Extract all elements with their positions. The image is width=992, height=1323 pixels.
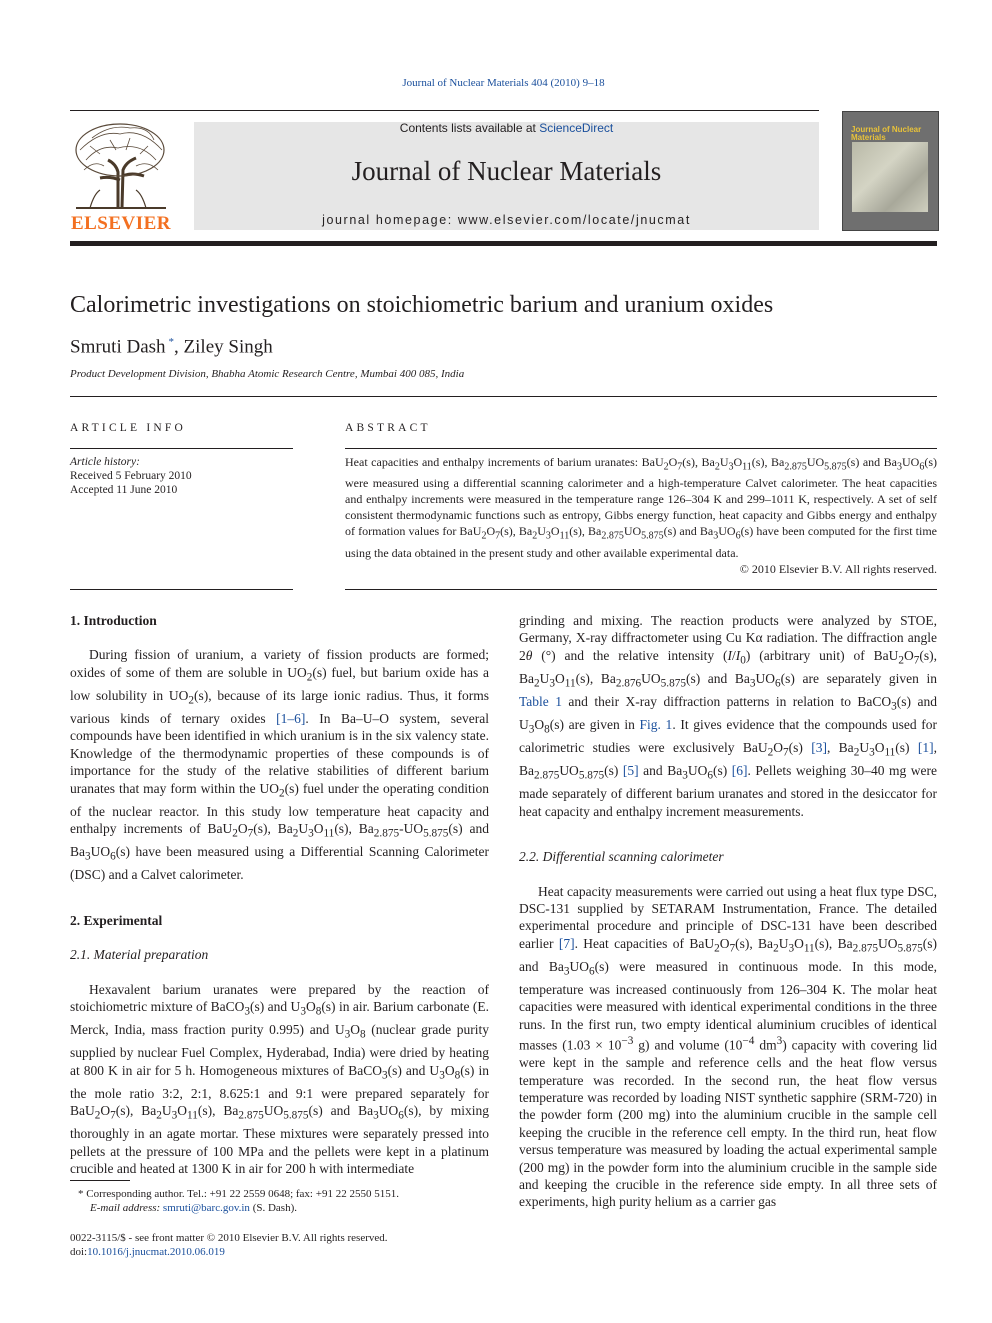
abstract-bottom-rule <box>345 589 937 590</box>
paragraph: Heat capacity measurements were carried out using a heat flux type DSC, DSC-131 supplied by SETARAM Instrumentation, France. The detailed experimental procedure and principle of DSC-131 have been described earlier [7]. Heat capacities of $BaU_2O_7(s)$, $Ba_2U_3O_{11}(s)$, $Ba_{2.875}UO_{5.875}(s)$ and $Ba_3UO_6(s)$ were measured in continuous mode. In this mode, temperature was increased continuously from 126–304 K. The molar heat capacities were measured with identical experimental conditions in the three runs. In the first run, two empty identical aluminium crucibles of identical masses ($1.03 \times 10^{-3}$ g) and volume ($10^{-4}$ $dm^3$) capacity with covering lid were kept in the sample and reference cells and the heat flow versus temperature was recorded. In the second run, the heat flow versus temperature was recorded by loading NIST synthetic sapphire (SRM-720) in the powder form (200 mg) into the aluminium crucible in the sample cell keeping the crucible in the reference cell empty. In the third run, heat flow versus temperature was measured by loading the actual experimental sample (200 mg) in the powder form into the aluminium crucible in the sample side and keeping the crucible in the reference side empty. In all three sets of experiments, high purity helium as a carrier gas <box>519 883 938 1210</box>
accepted-date: Accepted 11 June 2010 <box>70 484 178 496</box>
body-left-column <box>70 612 489 1177</box>
section-heading: 2. Experimental <box>70 912 163 928</box>
section-heading: 1. Introduction <box>70 613 157 628</box>
doi-link[interactable]: 10.1016/j.jnucmat.2010.06.019 <box>87 1246 225 1258</box>
subsection-heading: 2.2. Differential scanning calorimeter <box>519 849 724 865</box>
abstract-heading: ABSTRACT <box>345 422 431 434</box>
cover-title: Journal of Nuclear Materials <box>851 125 922 142</box>
abstract-body: Heat capacities and enthalpy increments of barium uranates: $BaU_2O_7(s)$, $Ba_2U_3O_{11}(s)$, $Ba_{2.875}UO_{5.875}(s)$ and $Ba_3UO_6(s)$ were measured using a differential scanning calorimeter and a high-temperature Calvet calorimeter. The heat capacities and enthalpy increments were measured in the temperature range 126–304 K and 299–1011 K, respectively. A set of self consistent thermodynamic functions such as entropy, Gibbs energy function, heat capacity and Gibbs energy and enthalpy of formation values for $BaU_2O_7(s)$, $Ba_2U_3O_{11}(s)$, $Ba_{2.875}UO_{5.875}(s)$ and $Ba_3UO_6(s)$ have been computed for the first time using the data obtained in the present study and other available experimental data. © 2010 Elsevier B.V. All rights reserved. <box>345 455 938 576</box>
body-right-column <box>519 612 937 1211</box>
author-name: Ziley Singh <box>183 336 273 358</box>
received-date: Received 5 February 2010 <box>70 470 192 482</box>
info-rule <box>70 448 293 449</box>
header-thick-rule <box>70 241 937 246</box>
abstract-copyright: © 2010 Elsevier B.V. All rights reserved. <box>739 561 937 576</box>
author-separator: , <box>174 336 184 358</box>
article-title: Calorimetric investigations on stoichiometric barium and uranium oxides <box>70 292 774 318</box>
sciencedirect-link[interactable]: ScienceDirect <box>539 121 614 135</box>
homepage-url[interactable]: www.elsevier.com/locate/jnucmat <box>457 213 691 227</box>
paragraph: During fission of uranium, a variety of fission products are formed; oxides of some of them are soluble in $UO_2(s)$ fuel, but barium oxide has a low solubility in $UO_2(s)$, because of its large ionic radius. Thus, it forms various kinds of ternary oxides [1–6]. In Ba–U–O system, several compounds have been identified in which uranium is in the six valency state. Knowledge of the thermodynamic properties of these compounds is of importance for the study of the relative stabilities of different barium uranates that may form within the $UO_2(s)$ fuel under the operating condition of the nuclear reactor. In this study low temperature heat capacity and enthalpy increments of $BaU_2O_7(s)$, $Ba_2U_3O_{11}(s)$, $Ba_{2.875}-UO_{5.875}(s)$ and $Ba_3UO_6(s)$ have been measured using a Differential Scanning Calorimeter (DSC) and a Calvet calorimeter. <box>70 647 490 883</box>
email-label: E-mail address: <box>90 1202 161 1214</box>
footnote <box>70 1187 489 1215</box>
title-rule <box>70 396 937 397</box>
email-link[interactable]: smruti@barc.gov.in <box>162 1202 250 1214</box>
cover-image <box>852 142 928 212</box>
journal-title: Journal of Nuclear Materials <box>351 156 662 186</box>
journal-cover-thumbnail[interactable] <box>842 111 939 231</box>
author-name: Smruti Dash <box>70 336 166 358</box>
history-label: Article history: <box>70 456 140 468</box>
contents-line <box>194 121 819 135</box>
article-history <box>70 455 293 497</box>
journal-citation[interactable]: Journal of Nuclear Materials 404 (2010) 9–18 <box>402 77 605 89</box>
info-bottom-rule <box>70 589 293 590</box>
issn-doi <box>70 1231 489 1259</box>
corresponding-author-note: Corresponding author. Tel.: +91 22 2559 0648; fax: +91 22 2550 5151. <box>86 1188 399 1200</box>
issn-line: 0022-3115/$ - see front matter © 2010 Elsevier B.V. All rights reserved. <box>70 1232 388 1244</box>
journal-homepage <box>194 213 819 227</box>
paragraph: grinding and mixing. The reaction products were analyzed by STOE, Germany, X-ray diffractometer using Cu Kα radiation. The diffraction angle 2θ (°) and the relative intensity $(I/I_0)$ (arbitrary unit) of $BaU_2O_7(s)$, $Ba_2U_3O_{11}(s)$, $Ba_{2.876}UO_{5.875}(s)$ and $Ba_3UO_6(s)$ are separately given in Table 1 and their X-ray diffraction patterns in relation to BaCO$_3$(s) and $U_3O_8(s)$ are given in Fig. 1. It gives evidence that the compounds used for calorimetric studies were exclusively $BaU_2O_7(s)$ [3], $Ba_2U_3O_{11}(s)$ [1], $Ba_{2.875}UO_{5.875}(s)$ [5] and $Ba_3UO_6(s)$ [6]. Pellets weighing 30–40 mg were made separately of different barium uranates and stored in the desiccator for heat capacity and enthalpy increment measurements. <box>519 613 938 819</box>
subsection-heading: 2.1. Material preparation <box>70 947 209 963</box>
publisher-name: ELSEVIER <box>70 213 172 234</box>
paragraph: Hexavalent barium uranates were prepared by the reaction of stoichiometric mixture of BaCO$_3$(s) and $U_3O_8(s)$ in air. Barium carbonate (E. Merck, India, mass fraction purity 0.995) and $U_3O_8$ (nuclear grade purity supplied by nuclear Fuel Complex, Hyderabad, India) were dried by heating at 800 K in air for 5 h. Homogeneous mixtures of BaCO$_3$(s) and $U_3O_8(s)$ in the mole ratio 3:2, 2:1, 8.625:1 and 9:1 were prepared separately for $BaU_2O_7(s)$, $Ba_2U_3O_{11}(s)$, $Ba_{2.875}UO_{5.875}(s)$ and $Ba_3UO_6(s)$, by mixing thoroughly in an agate mortar. These mixtures were separately pressed into pellets at the pressure of 100 MPa and the pellets were kept in a platinum crucible and heated at 1300 K in air for 200 h with intermediate <box>70 981 490 1176</box>
header-rule <box>70 110 819 111</box>
abstract-rule <box>345 448 937 449</box>
corresponding-author-mark[interactable]: * <box>168 336 175 348</box>
author-list <box>70 336 273 358</box>
homepage-prefix: journal homepage: <box>322 213 458 227</box>
footnote-rule <box>70 1180 130 1181</box>
doi-label: doi: <box>70 1246 88 1258</box>
email-suffix: (S. Dash). <box>249 1202 297 1214</box>
article-info-heading: ARTICLE INFO <box>70 422 186 434</box>
footnote-mark: * <box>78 1188 84 1200</box>
contents-prefix: Contents lists available at <box>399 121 540 135</box>
affiliation: Product Development Division, Bhabha Atomic Research Centre, Mumbai 400 085, India <box>70 368 465 380</box>
